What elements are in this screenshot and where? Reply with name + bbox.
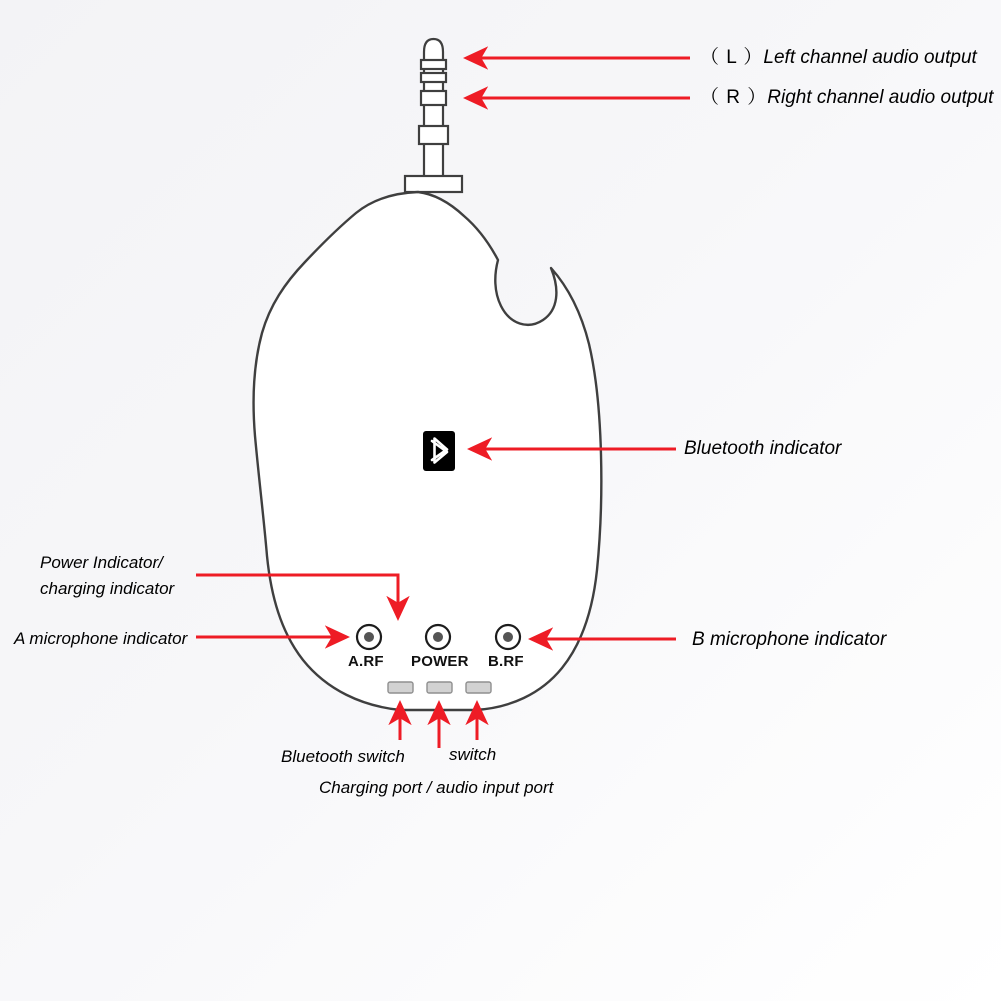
callout-right-channel [700, 86, 993, 110]
callout-power-indicator [40, 550, 174, 603]
bottom-slots [388, 682, 491, 693]
callout-left-channel-text: Left channel audio output [763, 47, 977, 68]
callout-power-indicator-line1: Power Indicator/ [40, 553, 163, 572]
charging-port-slot [427, 682, 452, 693]
audio-plug [405, 39, 462, 192]
callout-b-microphone-indicator: B microphone indicator [692, 629, 887, 650]
callout-left-channel-tag: （ L ） [700, 47, 764, 68]
callout-power-indicator-line2: charging indicator [40, 579, 175, 599]
bluetooth-switch-slot [388, 682, 413, 693]
callout-left-channel [700, 46, 977, 70]
port-label-power: POWER [411, 653, 469, 670]
callout-bluetooth-switch: Bluetooth switch [281, 747, 405, 766]
port-label-b-rf: B.RF [488, 653, 524, 670]
callout-bluetooth-indicator: Bluetooth indicator [684, 438, 842, 459]
callout-right-channel-text: Right channel audio output [767, 87, 994, 108]
callout-right-channel-tag: （ R ） [700, 87, 768, 108]
callout-switch: switch [449, 745, 497, 764]
switch-slot [466, 682, 491, 693]
callout-a-microphone-indicator: A microphone indicator [14, 629, 188, 648]
port-label-a-rf: A.RF [348, 653, 384, 670]
callout-charging-port: Charging port / audio input port [319, 778, 554, 797]
bluetooth-indicator-icon [423, 431, 455, 471]
